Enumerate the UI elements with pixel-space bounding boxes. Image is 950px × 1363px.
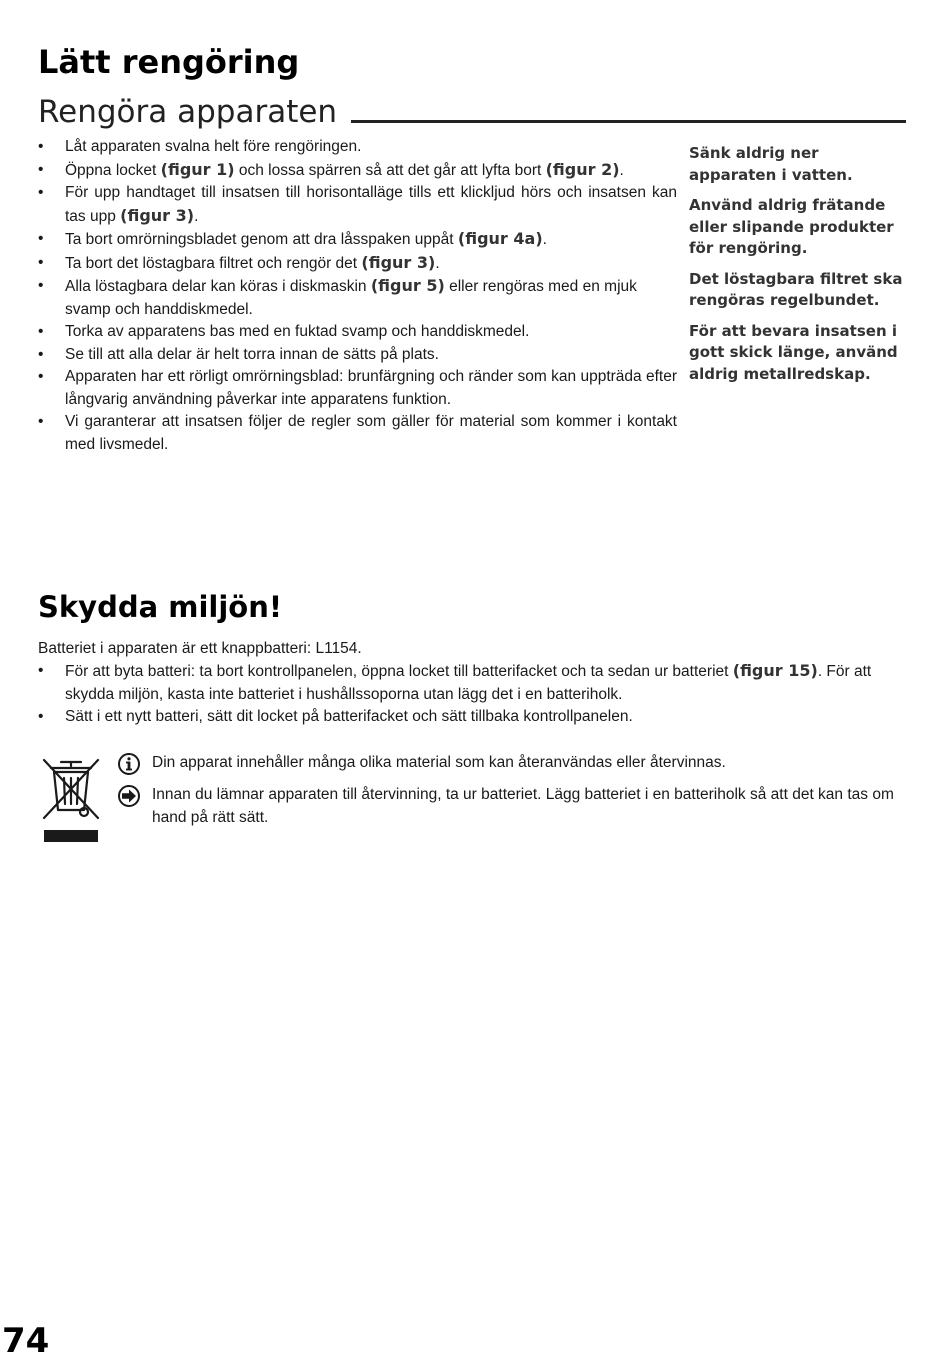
subsection-header [38,92,906,132]
heading-rule [351,120,906,123]
warning-note: Sänk aldrig ner apparaten i vatten. [689,144,853,184]
list-item: • För att byta batteri: ta bort kontrollpanelen, öppna locket till batterifacket och ta sedan ur batteriet (figur 15). För att skydda miljön, kasta inte batteriet i hushållssoporna utan lägg det i en batteriholk. [38,660,910,706]
info-circle-icon [117,752,141,776]
list-item: • Låt apparaten svalna helt före rengöringen. [38,136,677,159]
figure-reference: (figur 3) [361,252,436,272]
section-title: Lätt rengöring [38,43,300,81]
warning-note: För att bevara insatsen i gott skick länge, använd aldrig metallredskap. [689,321,898,383]
warning-note: Använd aldrig frätande eller slipande produkter för rengöring. [689,196,894,257]
figure-reference: (figur 1) [160,159,235,179]
list-item: • Torka av apparatens bas med en fuktad svamp och handdiskmedel. [38,321,677,344]
info-text: Din apparat innehåller många olika material som kan återanvändas eller återvinnas. [152,754,726,771]
figure-reference: (figur 2) [545,159,620,179]
crossed-out-wheelie-bin-icon [40,754,102,846]
list-item: • Vi garanterar att insatsen följer de regler som gäller för material som kommer i kontakt med livsmedel. [38,411,677,456]
list-item: • För upp handtaget till insatsen till horisontalläge tills ett klickljud hörs och insatsen kan tas upp (figur 3). [38,182,677,228]
figure-reference: (figur 15) [732,661,818,680]
cleaning-instructions-list [38,136,677,456]
battery-instructions-list [38,660,910,729]
warning-note: Det löstagbara filtret ska rengöras regelbundet. [689,269,903,309]
battery-intro: Batteriet i apparaten är ett knappbatteri: L1154. [38,640,362,657]
list-item: • Se till att alla delar är helt torra innan de sätts på plats. [38,344,677,367]
recycling-info-row [117,752,910,776]
list-item: • Apparaten har ett rörligt omrörningsblad: brunfärgning och ränder som kan uppträda efter långvarig användning påverkar inte apparatens funktion. [38,366,677,411]
warnings-sidebar [689,143,911,394]
arrow-right-circle-icon [117,784,141,808]
page-number: 74 [2,1321,50,1361]
figure-reference: (figur 5) [370,276,445,295]
figure-reference: (figur 4a) [457,229,543,248]
recycle-text: Innan du lämnar apparaten till återvinning, ta ur batteriet. Lägg batteriet i en batteriholk så att det kan tas om hand på rätt sätt. [152,786,894,826]
environment-title: Skydda miljön! [38,590,283,624]
figure-reference: (figur 3) [120,205,195,225]
subsection-title: Rengöra apparaten [38,94,338,130]
list-item: • Ta bort det löstagbara filtret och rengör det (figur 3). [38,252,677,276]
list-item: • Ta bort omrörningsbladet genom att dra låsspaken uppåt (figur 4a). [38,228,677,252]
list-item: • Alla löstagbara delar kan köras i diskmaskin (figur 5) eller rengöras med en mjuk svamp och handdiskmedel. [38,275,677,321]
list-item: • Öppna locket (figur 1) och lossa spärren så att det går att lyfta bort (figur 2). [38,159,677,183]
battery-disposal-row [117,784,910,829]
list-item: • Sätt i ett nytt batteri, sätt dit locket på batterifacket och sätt tillbaka kontrollpanelen. [38,706,910,729]
